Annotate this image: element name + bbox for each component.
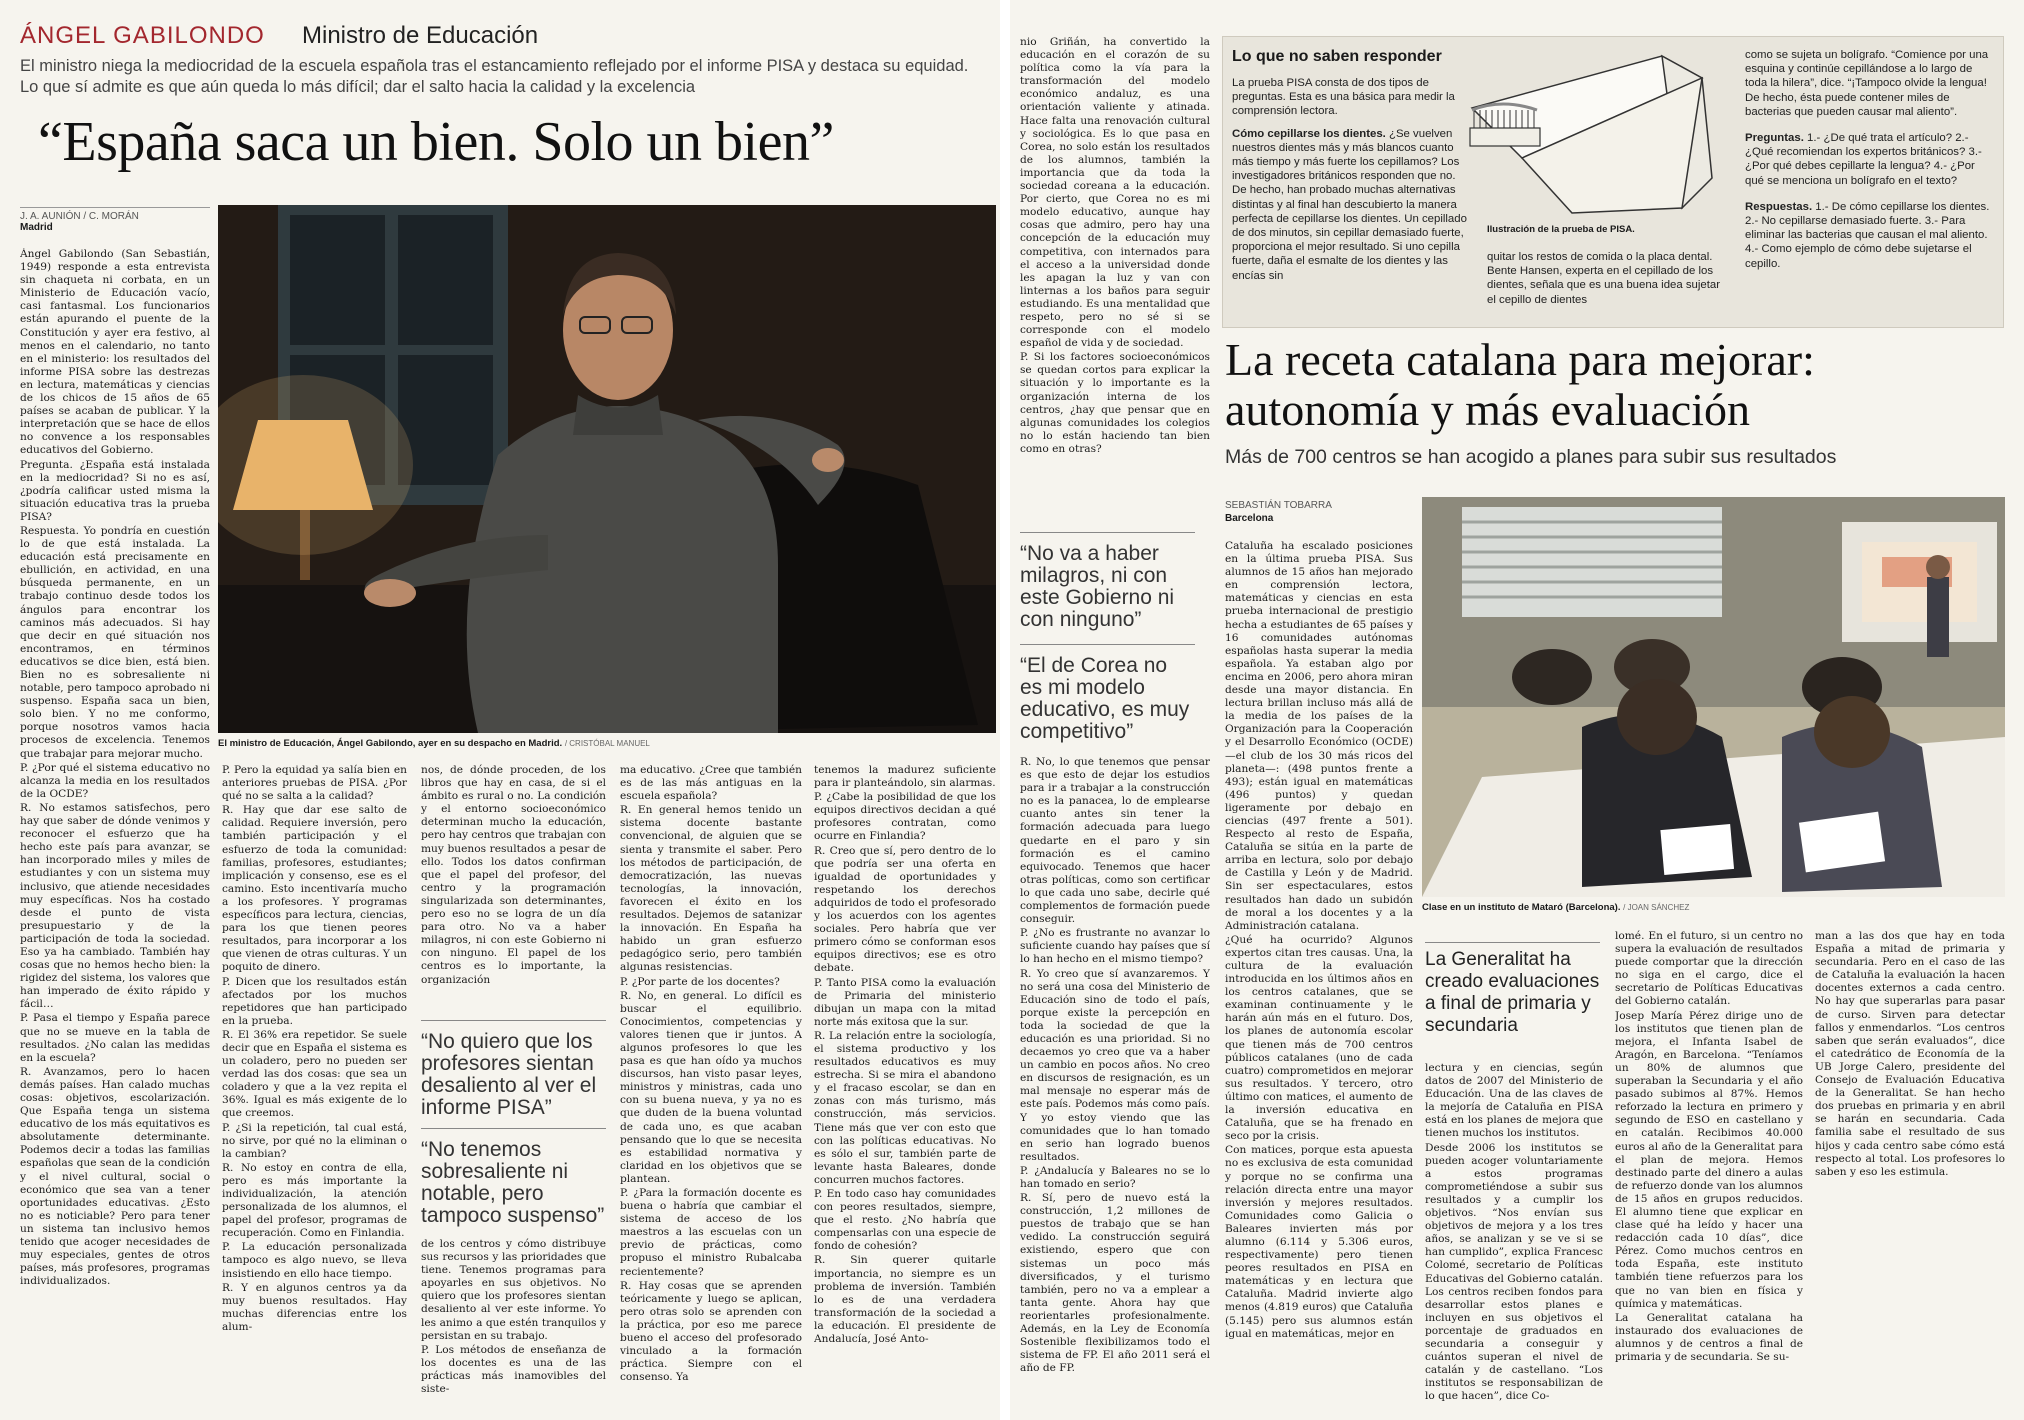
caption-credit: / JOAN SÁNCHEZ bbox=[1623, 903, 1690, 912]
catalan-subhead: La Generalitat ha creado evaluaciones a final de primaria y secundaria bbox=[1425, 942, 1600, 1037]
catalan-dateline: Barcelona bbox=[1225, 513, 1274, 524]
left-column-5 bbox=[814, 764, 996, 1412]
paragraph: tenemos la madurez suficiente para ir planteándolo, sin alarmas. bbox=[814, 764, 996, 790]
minister-photo-caption bbox=[218, 738, 650, 749]
paragraph: Ángel Gabilondo (San Sebastián, 1949) responde a esta entrevista sin chaqueta ni corbata, en un Ministerio de Educación vacío, casi fantasmal. Los funcionarios están apurando el puente de la Constitución y ayer era festivo, al menos en el calendario, no tanto en el ministerio: los resultados del informe PISA sobre las destrezas en lectura, matemáticas y ciencias de los chicos de 15 años de 65 países se acaban de publicar. Y la interpretación que se hace de ellos no convence a los responsables educativos del Gobierno. bbox=[20, 248, 210, 457]
catalan-lede: Más de 700 centros se han acogido a planes para subir sus resultados bbox=[1225, 446, 1837, 468]
paragraph: P. ¿Si la repetición, tal cual está, no sirve, por qué no la eliminan o la cambian? bbox=[222, 1121, 407, 1160]
minister-photo bbox=[218, 205, 996, 733]
questions-label: Preguntas. bbox=[1745, 132, 1804, 145]
paragraph: P. Pasa el tiempo y España parece que no se mueve en la tabla de resultados. ¿No calan las medidas en la escuela? bbox=[20, 1012, 210, 1064]
paragraph: R. No, en general. Lo difícil es buscar el equilibrio. Conocimientos, competencias y valores tienen que ir juntos. A algunos profesores lo que les pasa es que han oído ya muchos discursos, han visto pasar leyes, ministros y ministras, cada uno con su buena nueva, y ya no es que duden de la buena voluntad de cada uno, es que acaban pensando que lo que se necesita es estabilidad normativa y claridad en los objetivos que se plantean. bbox=[620, 989, 802, 1185]
catalan-column-1 bbox=[1225, 540, 1413, 1412]
paragraph: nos, de dónde proceden, de los libros que hay en casa, de si el ámbito es rural o no. La condición y el entorno socioeconómico determinan mucho la educación, pero hay centros que trabajan con muy buenos resultados a pesar de ello. Todos los datos confirman que el papel del profesor, del centro y la programación singularizada son determinantes, pero eso no se logra de un día para otro. No va a haber milagros, ni con este Gobierno ni con ninguno. El papel de los centros es lo importante, la organización bbox=[421, 764, 606, 986]
paragraph: ¿Qué ha ocurrido? Algunos expertos citan tres causas. Una, la cultura de la evaluación introducida en los últimos años en los centros catalanes, que se examinan continuamente y le harán aún más en el futuro. Dos, los planes de autonomía escolar que tienen más de 700 centros públicos catalanes (uno de cada cuatro) comprometidos en mejorar sus resultados. Y tercero, otro último con matices, el aumento de la inversión educativa en Cataluña, que se ha frenado en seco por la crisis. bbox=[1225, 933, 1413, 1143]
paragraph: Desde 2006 los institutos se pueden acoger voluntariamente a estos programas comprometiéndose a subir sus resultados y a cumplir los objetivos. “Nos envían sus objetivos de mejora y a los tres años, se analizan y se ve si se han cumplido”, explica Francesc Colomé, secretario de Políticas Educativas del Gobierno catalán. Los centros reciben fondos para desarrollar estos planes e incluyen en sus objetivos el porcentaje de graduados en secundaria a conseguir y cuántos superan el nivel de catalán y de castellano. “Los institutos se responsabilizan de lo que hacen”, dice Co- bbox=[1425, 1141, 1603, 1403]
box-item-title: Cómo cepillarse los dientes. bbox=[1232, 127, 1386, 140]
answers-label: Respuestas. bbox=[1745, 200, 1813, 213]
answers-text: 1.- De cómo cepillarse los dientes. 2.- No cepillarse demasiado fuerte. 3.- Para eliminar las bacterias que causan el mal aliento. 4.- Como ejemplo de cómo debe sujetarse el cepillo. bbox=[1745, 200, 1990, 270]
minister-photo-illustration bbox=[218, 205, 996, 733]
paragraph: P. ¿Para la formación docente es buena o habría que cambiar el sistema de acceso de los maestros a las escuelas con un previo de prácticas, como propuso el ministro Rubalcaba recientemente? bbox=[620, 1187, 802, 1278]
paragraph: Cataluña ha escalado posiciones en la última prueba PISA. Sus alumnos de 15 años han mejorado en comprensión lectora, matemáticas y ciencias en esta prueba internacional de prestigio hecha a estudiantes de 65 países y 16 comunidades autónomas españolas hasta superar la media española. Ya estaban algo por encima en 2006, pero ahora miran desde una mayor distancia. En lectura brillan incluso más allá de la media de los países de la Organización para la Cooperación y el Desarrollo Económico (OCDE) —el club de los 30 más ricos del planeta—: (498 puntos frente a 493); están igual en matemáticas (496 puntos) y quedan ligeramente por debajo en ciencias (497 frente a 501). Respecto al resto de España, Cataluña se sitúa en la parte de arriba en lectura, solo por debajo de Castilla y León y de Madrid. Sin ser espectaculares, estos resultados han dado un subidón de moral a los docentes y a la Administración catalana. bbox=[1225, 540, 1413, 932]
article-lede: El ministro niega la mediocridad de la escuela española tras el estancamiento reflejado por el informe PISA y destaca su equidad. Lo que sí admite es que aún queda lo más difícil; dar el salto hacia la calidad y la excelencia bbox=[20, 57, 969, 96]
paragraph: Josep María Pérez dirige uno de los institutos que tienen plan de mejora, el Infanta Isabel de Aragón, en Barcelona. “Teníamos un 80% de alumnos que superaban la Secundaria y el año pasado subimos al 87%. Hemos reforzado la lectura en primero y segundo de ESO en castellano y en catalán. Recibimos 40.000 euros al año de la Generalitat para el plan de mejora. Hemos destinado parte del dinero a aulas de refuerzo donde van los alumnos de 15 años en grupos reducidos. El alumno tiene que explicar en clase qué ha leído y hacer una redacción cada 10 días”, dice Pérez. Como muchos centros en toda España, este instituto también tiene refuerzos para los que no van bien en física y química y matemáticas. bbox=[1615, 1009, 1803, 1310]
paragraph: P. ¿Andalucía y Baleares no se lo han tomado en serio? bbox=[1020, 1164, 1210, 1190]
paragraph: man a las dos que hay en toda España a mitad de primaria y secundaria. Pero en el caso de las de Cataluña la evaluación la hacen docentes externos a cada centro. No hay que superarlas para pasar de curso. Sirven para detectar fallos y enmendarlos. “Los centros saben que serán evaluados”, dice el catedrático de Economía de la UB Jorge Calero, presidente del Consejo de Evaluación Educativa de la Generalitat. Se han hecho dos pruebas en primaria y en abril se harán en secundaria. Cada familia sabe el resultado de sus hijos y cada centro sabe cómo está respecto al total. Los profesores lo saben y eso les estimula. bbox=[1815, 930, 2005, 1178]
catalan-byline: SEBASTIÁN TOBARRA bbox=[1225, 500, 1332, 511]
paragraph: P. ¿Por parte de los docentes? bbox=[620, 975, 780, 988]
paragraph: Con matices, porque esta apuesta no es exclusiva de esta comunidad y porque no se confirma una relación directa entre una mayor inversión y mejores resultados. Comunidades como Galicia o Baleares invierten más por alumno (6.114 y 5.306 euros, respectivamente) pero tienen peores resultados en PISA en matemáticas y en lectura que Cataluña. Madrid invierte algo menos (4.819 euros) que Cataluña (5.145) pero sus alumnos están igual en matemáticas, mejor en bbox=[1225, 1144, 1413, 1340]
catalan-column-3 bbox=[1615, 930, 1803, 1412]
paragraph: P. Si los factores socioeconómicos se quedan cortos para explicar la situación y lo importante es la organización interna de los centros, ¿hay que pensar que en algunas comunidades los colegios no lo están haciendo tan bien como en otras? bbox=[1020, 351, 1210, 455]
caption-text: Clase en un instituto de Mataró (Barcelona). bbox=[1422, 902, 1621, 913]
paragraph: lectura y en ciencias, según datos de 2007 del Ministerio de Educación. Una de las claves de la mejoría de Cataluña en PISA está en los planes de mejora que tienen muchos los institutos. bbox=[1425, 1062, 1603, 1140]
paragraph: R. La relación entre la sociología, el sistema productivo y los resultados educativos es muy estrecha. Si se mira el abandono y el fracaso escolar, se dan en zonas con más turismo, más construcción, más servicios. Tiene más que ver con esto que con las políticas educativas. No es sólo el sur, también parte de levante hasta Baleares, donde concurren muchos factores. bbox=[814, 1029, 996, 1186]
paragraph: P. Pero la equidad ya salía bien en anteriores pruebas de PISA. ¿Por qué no se salta a la calidad? bbox=[222, 764, 407, 803]
caption-credit: / CRISTÓBAL MANUEL bbox=[564, 739, 650, 748]
box-col3-text: como se sujeta un bolígrafo. “Comience por una esquina y continúe cepillándose a lo largo de toda la hilera”, dice. “¡Tampoco olvide la lengua! De hecho, ésta puede contener miles de bacterias que pueden causar mal aliento”. bbox=[1745, 49, 1989, 118]
paragraph: Pregunta. ¿España está instalada en la mediocridad? Si no es así, ¿podría calificar usted misma la situación educativa tras la prueba PISA? bbox=[20, 458, 210, 523]
paragraph: ma educativo. ¿Cree que también es de las más antiguas en la escuela española? bbox=[620, 764, 802, 803]
page-gutter bbox=[1000, 0, 1010, 1420]
right-column-interview-end bbox=[1020, 756, 1210, 1412]
paragraph: nio Griñán, ha convertido la educación en el corazón de su política como la vía para la transformación del modelo económico andaluz, es una orientación valiente y atinada. Hace falta una renovación cultural y sociológica. Es lo que pasa en Corea, no solo están los resultados de los alumnos, también la importancia que da toda la sociedad coreana a la educación. Por cierto, que Corea no es mi modelo educativo, aunque hay cosas que admiro, pero hay una concepción de la educación muy competitiva, con internados para el acceso a la universidad donde les apagan la luz y van con linternas a los baños para seguir estudiando. Es una mentalidad que respeto, pero no sé si se corresponde con el modelo español de vida y de sociedad. bbox=[1020, 36, 1210, 350]
pullquote: “No quiero que los profesores sientan desaliento al ver el informe PISA” bbox=[421, 1020, 606, 1119]
right-column-interview-cont bbox=[1020, 36, 1210, 516]
paragraph: R. Sí, pero de nuevo está la construcción, 1,2 millones de puestos de trabajo que se han vedido. La construcción seguirá existiendo, espero que con sistemas un poco más diversificados, y el turismo también, pero no va a emplear a tanta gente. Ahora hay que reorientarles profesionalmente. Además, en la Ley de Economía Sostenible flexibilizamos todo el sistema de FP. El año 2011 será el año de FP. bbox=[1020, 1192, 1210, 1375]
paragraph: P. Tanto PISA como la evaluación de Primaria del ministerio dibujan un mapa con la mitad norte más exitosa que la sur. bbox=[814, 976, 996, 1028]
left-column-4 bbox=[620, 764, 802, 1412]
questions-text: 1.- ¿De qué trata el artículo? 2.- ¿Qué recomiendan los expertos británicos? 3.- ¿Por qué debes cepillarte la lengua? 4.- ¿Por qué se menciona un bolígrafo en el texto? bbox=[1745, 132, 1982, 187]
paragraph: P. En todo caso hay comunidades con peores resultados, siempre, que el resto. ¿No habría que compensarlas con una especie de fondo de cohesión? bbox=[814, 1188, 996, 1253]
paragraph: R. Hay que dar ese salto de calidad. Requiere inversión, pero también participación y el esfuerzo de toda la comunidad: familias, profesores, estudiantes; implicación y consenso, ese es el camino. Esto incentivaría mucho a los profesores. Y programas específicos para lectura, ciencias, para los que tienen peores resultados, para incorporar a los que vienen de otras culturas. Y un poquito de dinero. bbox=[222, 804, 407, 974]
paragraph: R. Avanzamos, pero lo hacen demás países. Han calado muchas cosas: objetivos, escolarización. Que España tenga un sistema educativo de los más equitativos es absolutamente determinante. Podemos decir a todas las familias españolas que sean de la condición y el nivel cultural, social o económico que sea van a tener oportunidades educativas. ¿Esto no es noticiable? Pero para tener un sistema tan inclusivo hemos tenido que acoger necesidades de muy especiales, gentes de otros países, más profesores, programas individualizados. bbox=[20, 1065, 210, 1288]
paragraph: R. Yo creo que sí avanzaremos. Y no será una cosa del Ministerio de Educación sino de todo el país, porque existe la percepción en toda la sociedad de que la educación es una prioridad. Si no decaemos yo creo que va a haber un cambio en pocos años. No creo en discursos de resignación, es un mal mensaje no esperar más de este país. Podemos más como país. Y yo estoy viendo que las comunidades que lo han tomado en serio han logrado buenos resultados. bbox=[1020, 967, 1210, 1163]
paragraph: lomé. En el futuro, si un centro no supera la evaluación de resultados puede comportar que la dirección no siga en el cargo, dice el secretario de Políticas Educativas del Gobierno catalán. bbox=[1615, 930, 1803, 1008]
catalan-column-2 bbox=[1425, 1062, 1603, 1412]
article-headline: “España saca un bien. Solo un bien” bbox=[38, 111, 834, 173]
classroom-photo-caption bbox=[1422, 902, 1689, 913]
pullquote: “No va a haber milagros, ni con este Gobierno ni con ninguno” bbox=[1020, 532, 1195, 631]
catalan-column-4 bbox=[1815, 930, 2005, 1412]
paragraph: R. No estoy en contra de ella, pero es más importante la individualización, la atención personalizada de los alumnos, el papel del profesor, programas de recuperación. Como en Finlandia. bbox=[222, 1161, 407, 1240]
article-dateline: Madrid bbox=[20, 222, 53, 233]
paragraph: P. ¿Por qué el sistema educativo no alcanza la media en los resultados de la OCDE? bbox=[20, 761, 210, 800]
paragraph: P. ¿No es frustrante no avanzar lo suficiente cuando hay países que sí lo han hecho en el mismo tiempo? bbox=[1020, 927, 1210, 966]
box-title: Lo que no saben responder bbox=[1232, 48, 1442, 65]
left-column-1 bbox=[20, 248, 210, 1408]
pullquote: “El de Corea no es mi modelo educativo, es muy competitivo” bbox=[1020, 644, 1195, 743]
paragraph: R. No, lo que tenemos que pensar es que esto de dejar los estudios para ir a trabajar a la construcción no es la panacea, lo de emplearse cuanto antes sin tener la formación adecuada para luego quedarte en el paro y sin formación es el camino equivocado. Tenemos que hacer otras políticas, como son certificar lo que cada uno sabe, decirle qué complementos de formación puede conseguir. bbox=[1020, 756, 1210, 926]
article-byline: J. A. AUNIÓN / C. MORÁN bbox=[20, 207, 210, 222]
kicker-name: ÁNGEL GABILONDO bbox=[20, 22, 265, 49]
caption-text: El ministro de Educación, Ángel Gabilondo, ayer en su despacho en Madrid. bbox=[218, 738, 563, 749]
paragraph: R. Creo que sí, pero dentro de lo que podría ser una oferta en igualdad de oportunidades y respetando los derechos adquiridos de todo el profesorado y los acuerdos con los agentes sociales. Pero habría que ver primero cómo se conforman esos equipos directivos; ese es otro debate. bbox=[814, 844, 996, 975]
paragraph: R. Sin querer quitarle importancia, no siempre es un problema de inversión. También lo es de una verdadera transformación de la sociedad a la educación. El presidente de Andalucía, José Anto- bbox=[814, 1254, 996, 1346]
paragraph: La Generalitat catalana ha instaurado dos evaluaciones de alumnos y de centros a final de primaria y de secundaria. Se su- bbox=[1615, 1311, 1803, 1363]
box-column-1 bbox=[1232, 76, 1472, 321]
left-column-3-top bbox=[421, 764, 606, 1002]
paragraph: R. El 36% era repetidor. Se suele decir que en España el sistema es un coladero, pero no pueden ser verdad las dos cosas: que sea un coladero y que a la vez repita el 36%. Igual es más exigente de lo que creemos. bbox=[222, 1028, 407, 1120]
classroom-photo-illustration bbox=[1422, 497, 2005, 897]
paragraph: P. ¿Cabe la posibilidad de que los equipos directivos decidan a qué profesores contratan, como ocurre en Finlandia? bbox=[814, 791, 996, 843]
paragraph: P. Los métodos de enseñanza de los docentes es una de las prácticas más inamovibles del siste- bbox=[421, 1343, 606, 1396]
paragraph: P. La educación personalizada tampoco es algo nuevo, se lleva insistiendo en ello hace tiempo. bbox=[222, 1241, 407, 1280]
illustration-caption: Ilustración de la prueba de PISA. bbox=[1487, 224, 1635, 235]
pullquote: “No tenemos sobresaliente ni notable, pero tampoco suspenso” bbox=[421, 1128, 606, 1227]
catalan-headline: La receta catalana para mejorar: autonomía y más evaluación bbox=[1225, 334, 1815, 435]
paragraph: de los centros y cómo distribuye sus recursos y las prioridades que tiene. Tenemos programas para apoyarles en sus objetivos. No quiero que los profesores sientan desaliento al ver este informe. Yo les animo a que estén tranquilos y persistan en su trabajo. bbox=[421, 1238, 606, 1342]
box-col2-text: quitar los restos de comida o la placa dental. Bente Hansen, experta en el cepillado de los dientes, señala que es una buena idea sujetar el cepillo de dientes bbox=[1487, 251, 1721, 306]
paragraph: R. Hay cosas que se aprenden teóricamente y luego se aplican, pero otras solo se aprenden con la práctica, por eso me parece bueno el acceso del profesorado vinculado a la formación práctica. Siempre con el consenso. Ya bbox=[620, 1279, 802, 1384]
paragraph: P. Dicen que los resultados están afectados por los muchos repetidores que han participado en la prueba. bbox=[222, 975, 407, 1027]
toothpaste-illustration bbox=[1462, 48, 1724, 223]
box-column-2 bbox=[1487, 250, 1732, 312]
kicker-role: Ministro de Educación bbox=[302, 22, 539, 49]
left-column-3-bottom bbox=[421, 1238, 606, 1413]
classroom-photo bbox=[1422, 497, 2005, 897]
box-item-text: ¿Se vuelven nuestros dientes más y más blancos cuanto más tiempo y más fuerte los cepillamos? Los investigadores británicos responden que no. De hecho, han probado muchas alternativas distintas y al final han descubierto la manera perfecta de cepillarse los dientes. Un cepillado de dos minutos, sin cepillar demasiado fuerte, proporciona el mejor resultado. Si uno cepilla fuerte, daña el esmalte de los dientes y las encías sin bbox=[1232, 127, 1467, 282]
paragraph: R. No estamos satisfechos, pero hay que saber de dónde venimos y reconocer el esfuerzo que ha hecho este país para avanzar, se han incorporado miles y miles de estudiantes y con un sistema muy inclusivo, que atiende necesidades muy específicas. Nos ha costado desde el punto de vista presupuestario y de la participación de toda la sociedad. Eso ya ha cambiado. También hay cosas que no hemos hecho bien: la rigidez del sistema, los valores que han imperado de éxito rápido y fácil… bbox=[20, 801, 210, 1011]
left-column-2 bbox=[222, 764, 407, 1412]
box-intro: La prueba PISA consta de dos tipos de preguntas. Esta es una básica para medir la comprensión lectora. bbox=[1232, 77, 1455, 118]
paragraph: R. Y en algunos centros ya da muy buenos resultados. Hay muchas diferencias entre los alum- bbox=[222, 1281, 407, 1333]
paragraph: Respuesta. Yo pondría en cuestión lo de que está instalada. La educación está precisamente en ebullición, en actividad, en una búsqueda permanente, en un trabajo continuo desde todos los ángulos para encontrar los caminos más adecuados. Si hay que decir en qué situación nos encontramos, en términos educativos se dice bien, está bien. Bien no es sobresaliente ni notable, pero tampoco aprobado ni suspenso. España saca un bien, solo bien. Y no me conformo, porque nosotros vamos hacia procesos de excelencia. Tenemos que trabajar para mejorar mucho. bbox=[20, 524, 210, 760]
paragraph: R. En general hemos tenido un sistema docente bastante convencional, de alguien que se sienta y transmite el saber. Pero los métodos de participación, de democratización, las nuevas tecnologías, la innovación, favorecen el éxito en los resultados. Dejemos de satanizar la innovación. En España ha habido un gran esfuerzo pedagógico serio, pero también algunas resistencias. bbox=[620, 804, 802, 974]
box-column-3 bbox=[1745, 48, 1995, 323]
